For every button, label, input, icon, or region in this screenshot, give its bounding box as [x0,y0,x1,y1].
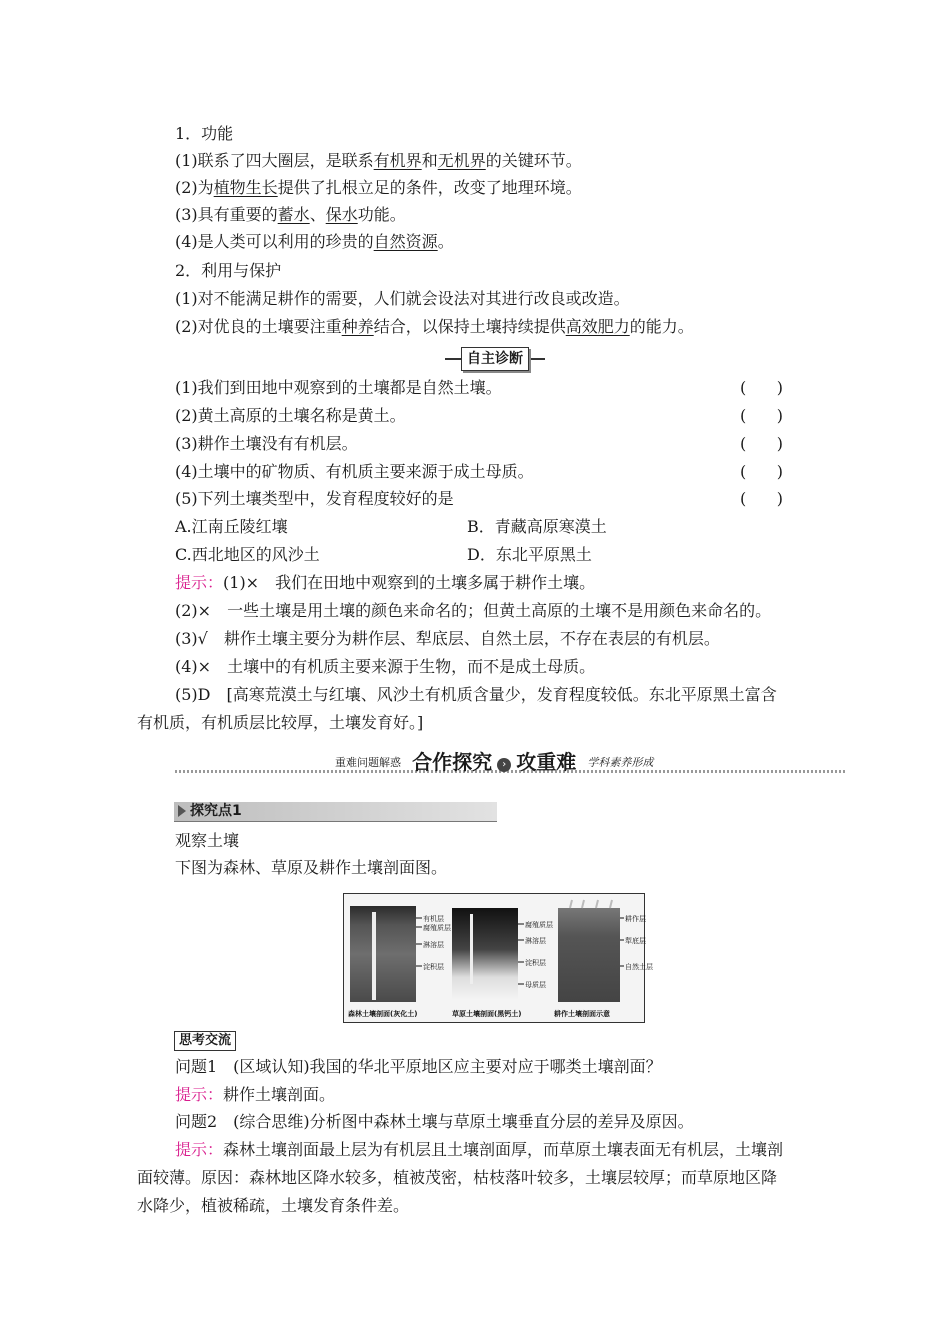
text: 耕作土壤剖面。 [223,1085,336,1104]
underlined-term: 蓄水 [277,205,310,224]
caption-grassland: 草原土壤剖面(黑钙土) [452,1010,522,1018]
option-c: C.西北地区的风沙土 [175,545,320,564]
underlined-term: 有机界 [373,151,422,170]
hint-answer-1 [175,573,595,593]
explore-intro: 下图为森林、草原及耕作土壤剖面图。 [175,858,448,877]
band-left: 重难问题解惑 [335,756,401,769]
option-b: B．青藏高原寒漠土 [467,517,607,536]
function-item-4 [175,232,454,252]
band-right: 学科素养形成 [587,756,654,769]
option-d: D．东北平原黑土 [467,545,592,564]
question-5: (5)下列土壤类型中，发育程度较好的是 [175,489,454,508]
function-item-1 [175,151,582,171]
band-main-1: 合作探究 [412,750,493,774]
question-1: (1)我们到田地中观察到的土壤都是自然土壤。 [175,378,502,397]
soil-profile-graphic [344,894,653,1022]
hint-label: 提示： [175,573,224,592]
text: (2)为 [175,178,214,197]
answer-blank: ( ) [740,434,783,453]
text: 提供了扎根立足的条件，改变了地理环境。 [277,178,582,197]
explore-question-2: 问题2 (综合思维)分析图中森林土壤与草原土壤垂直分层的差异及原因。 [175,1112,694,1131]
explore-answer-1 [175,1085,335,1105]
section-band [175,746,847,776]
text: (4)是人类可以利用的珍贵的 [175,232,374,251]
text: 、 [309,205,326,224]
label-humus-2: 腐殖质层 [525,921,553,929]
text: 。 [437,232,454,251]
explore-question-1: 问题1 (区域认知)我国的华北平原地区应主要对应于哪类土壤剖面？ [175,1057,662,1076]
label-plowpan: 犁底层 [625,937,646,945]
question-2: (2)黄土高原的土壤名称是黄土。 [175,406,406,425]
hint-answer-5-cont: 有机质，有机质层比较厚，土壤发育好。] [137,713,424,732]
explore-answer-2-cont2: 水降少，植被稀疏，土壤发育条件差。 [137,1196,410,1215]
underlined-term: 无机界 [437,151,486,170]
label-illuvial: 淀积层 [423,963,444,971]
soil-profile-figure [343,893,653,1023]
explore-answer-2 [175,1140,783,1160]
hint-answer-2: (2)× 一些土壤是用土壤的颜色来命名的；但黄土高原的土壤不是用颜色来命名的。 [175,601,772,620]
label-natural: 自然土层 [625,963,653,971]
underlined-term: 种养 [341,317,374,336]
underlined-term: 保水 [325,205,358,224]
text: 结合，以保持土壤持续提供 [373,317,566,336]
label-illuvial-2: 淀积层 [525,959,546,967]
function-item-2 [175,178,582,198]
heading-use-protect: 2．利用与保护 [175,261,282,280]
explore-point-label: 探究点1 [178,802,242,821]
chevron-right-icon: › [497,758,511,772]
underlined-term: 植物生长 [213,178,278,197]
answer-blank: ( ) [740,462,783,481]
caption-cultivated: 耕作土壤剖面示意 [554,1010,610,1018]
function-item-3 [175,205,406,225]
banner-label: 自主诊断 [461,347,529,371]
label-eluvial-2: 淋溶层 [525,937,546,945]
text: (3)具有重要的 [175,205,278,224]
text: (2)对优良的土壤要注重 [175,317,342,336]
text: 和 [421,151,438,170]
self-check-banner [445,347,545,371]
use-item-1: (1)对不能满足耕作的需要，人们就会设法对其进行改良或改造。 [175,289,630,308]
caption-forest: 森林土壤剖面(灰化土) [348,1010,418,1018]
hint-label: 提示： [175,1140,224,1159]
question-4: (4)土壤中的矿物质、有机质主要来源于成土母质。 [175,462,534,481]
hint-answer-4: (4)× 土壤中的有机质主要来源于生物，而不是成土母质。 [175,657,596,676]
answer-blank: ( ) [740,406,783,425]
label-tillage: 耕作层 [625,915,646,923]
explore-answer-2-cont: 面较薄。原因：森林地区降水较多，植被茂密，枯枝落叶较多，土壤层较厚；而草原地区降 [137,1168,778,1187]
answer-blank: ( ) [740,378,783,397]
answer-blank: ( ) [740,489,783,508]
explore-point-tag [174,802,497,822]
text: (1)× 我们在田地中观察到的土壤多属于耕作土壤。 [223,573,596,592]
label-organic: 有机层 [423,915,444,923]
question-3: (3)耕作土壤没有有机层。 [175,434,358,453]
text: 功能。 [357,205,406,224]
label-parent-2: 母质层 [525,981,546,989]
hint-answer-3: (3)√ 耕作土壤主要分为耕作层、犁底层、自然土层，不存在表层的有机层。 [175,629,720,648]
use-item-2 [175,317,694,337]
label-humus: 腐殖质层 [423,924,451,932]
underlined-term: 自然资源 [373,232,438,251]
hint-answer-5: (5)D [高寒荒漠土与红壤、风沙土有机质含量少，发育程度较低。东北平原黑土富含 [175,685,777,704]
text: 的关键环节。 [485,151,582,170]
hint-label: 提示： [175,1085,224,1104]
band-text [335,746,653,775]
option-a: A.江南丘陵红壤 [175,517,288,536]
text: (1)联系了四大圈层，是联系 [175,151,374,170]
text: 森林土壤剖面最上层为有机层且土壤剖面厚，而草原土壤表面无有机层，土壤剖 [223,1140,784,1159]
text: 的能力。 [629,317,694,336]
heading-function: 1．功能 [175,124,234,143]
explore-title: 观察土壤 [175,831,240,850]
underlined-term: 高效肥力 [565,317,630,336]
band-main-2: 攻重难 [516,750,577,774]
label-eluvial: 淋溶层 [423,941,444,949]
think-discuss-label: 思考交流 [174,1031,236,1051]
